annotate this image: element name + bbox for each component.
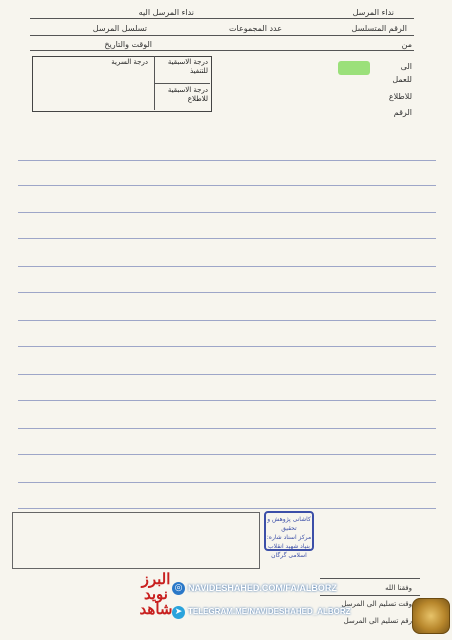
site-logo: البرز نوید شاهد	[139, 571, 173, 618]
for-info-label: للاطلاع	[388, 92, 412, 101]
archive-stamp-line1: کاشانی پژوهش و تحقیق	[267, 516, 311, 532]
ruled-line	[18, 238, 436, 239]
priority-box-mid	[155, 83, 210, 84]
ruled-line	[18, 185, 436, 186]
header-rule-2	[30, 35, 414, 36]
ruled-line	[18, 266, 436, 267]
footer-rule	[320, 595, 420, 596]
footer-box	[12, 512, 260, 569]
ruled-line	[18, 320, 436, 321]
ruled-line	[18, 482, 436, 483]
precedence-info-label: درجة الاسبقية للاطلاع	[167, 86, 208, 103]
archive-stamp-line2: مرکز اسناد شاره:	[266, 534, 312, 541]
from-label: من	[401, 40, 412, 49]
count-label: عدد المجموعات	[228, 24, 282, 33]
number-label: الرقم	[393, 108, 412, 117]
watermark-telegram: TELEGRAM.ME/NAVIDESHAHED_ALBORZ	[188, 607, 351, 616]
archive-stamp	[264, 511, 314, 559]
ruled-line	[18, 292, 436, 293]
header-rule-3	[30, 50, 414, 51]
green-stamp	[338, 61, 370, 75]
ruled-line	[18, 508, 436, 509]
ruled-line	[18, 428, 436, 429]
serial-label: الرقم المتسلسل	[351, 24, 407, 33]
telegram-icon: ➤	[172, 606, 185, 619]
for-action-label: للعمل	[392, 75, 412, 84]
datetime-label: الوقت والتاريخ	[104, 40, 152, 49]
serial-left-label: تسلسل المرسل	[92, 24, 147, 33]
precedence-exec-label: درجة الاسبقية للتنفيذ	[167, 58, 208, 75]
globe-icon: ◎	[172, 582, 185, 595]
ornament-icon	[412, 598, 450, 634]
sender-label-left: نداء المرسل اليه	[138, 8, 194, 17]
ruled-line	[18, 374, 436, 375]
closing-text: وفقنا الله	[385, 584, 412, 592]
sender-label: نداء المرسل	[352, 8, 394, 17]
header-rule-1	[30, 18, 414, 19]
to-label: الى	[400, 62, 412, 71]
blue-corner-stamp	[330, 76, 380, 92]
signature-line-1: وقت تسلیم الی المرسل	[341, 600, 412, 608]
ruled-line	[18, 160, 436, 161]
secrecy-label: درجة السرية	[111, 58, 148, 66]
footer-rule	[320, 578, 420, 579]
signature-line-2: رقم تسليم الى المرسل	[343, 617, 412, 625]
ruled-line	[18, 454, 436, 455]
watermark-site: NAVIDESHAHED.COM/FA/ALBORZ	[188, 583, 337, 593]
ruled-line	[18, 400, 436, 401]
ruled-line	[18, 212, 436, 213]
archive-stamp-line3: بنیاد شهید انقلاب اسلامی گرگان	[268, 543, 310, 559]
ruled-line	[18, 346, 436, 347]
